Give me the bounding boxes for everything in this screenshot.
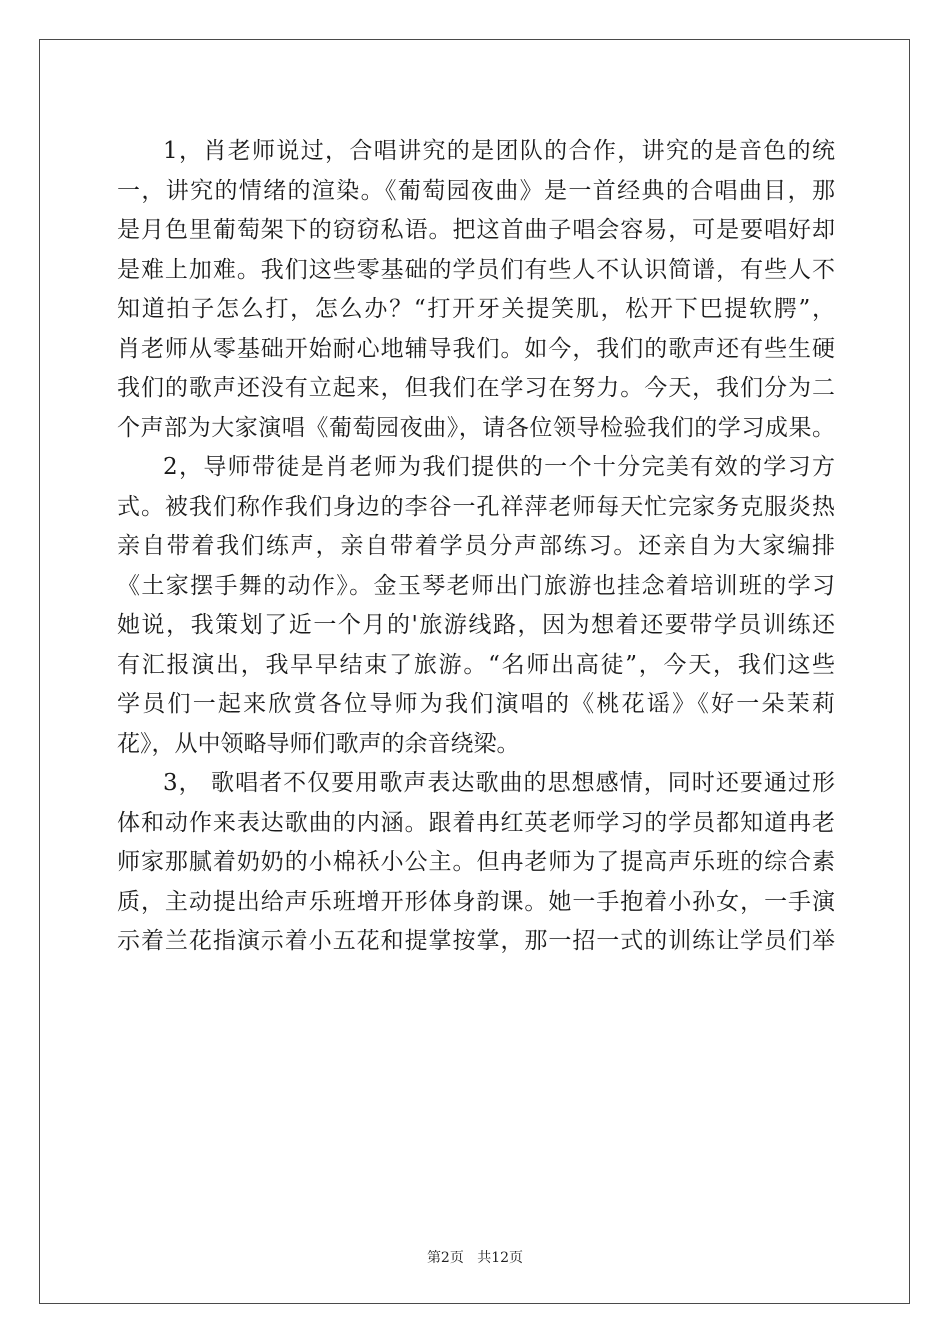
paragraph-1-line-6: 肖老师从零基础开始耐心地辅导我们。如今，我们的歌声还有些生硬 [117,335,835,362]
page-footer [0,1247,950,1267]
paragraph-2-line-1: 2，导师带徒是肖老师为我们提供的一个十分完美有效的学习方 [163,454,835,480]
paragraph-3-line-5: 示着兰花指演示着小五花和提掌按掌，那一招一式的训练让学员们举 [117,928,835,954]
paragraph-1-line-2: 一，讲究的情绪的渲染。《葡萄园夜曲》是一首经典的合唱曲目，那 [117,177,835,204]
paragraph-2-line-3: 亲自带着我们练声，亲自带着学员分声部练习。还亲自为大家编排 [117,533,835,559]
paragraph-2-line-2: 式。被我们称作我们身边的李谷一孔祥萍老师每天忙完家务克服炎热 [117,493,835,520]
paragraph-2-line-6: 有汇报演出，我早早结束了旅游。“名师出高徒”，今天，我们这些 [117,651,835,678]
paragraph-3-line-4: 质，主动提出给声乐班增开形体身韵课。她一手抱着小孙女，一手演 [117,888,835,915]
paragraph-1-line-8: 个声部为大家演唱《葡萄园夜曲》，请各位领导检验我们的学习成果。 [117,414,835,441]
page-total: 共12页 [477,1250,524,1266]
paragraph-2-line-8: 花》，从中领略导师们歌声的余音绕梁。 [117,730,520,757]
paragraph-1-line-1: 1，肖老师说过，合唱讲究的是团队的合作，讲究的是音色的统 [163,138,835,164]
page-number: 第2页 [426,1250,464,1266]
paragraph-2-line-7: 学员们一起来欣赏各位导师为我们演唱的《桃花谣》《好一朵茉莉 [117,691,835,717]
paragraph-1-line-4: 是难上加难。我们这些零基础的学员们有些人不认识简谱，有些人不 [117,256,835,283]
paragraph-3-line-3: 师家那腻着奶奶的小棉袄小公主。但冉老师为了提高声乐班的综合素 [117,849,835,875]
paragraph-3-line-1: 3， 歌唱者不仅要用歌声表达歌曲的思想感情，同时还要通过形 [163,770,835,796]
paragraph-1-line-3: 是月色里葡萄架下的窃窃私语。把这首曲子唱会容易，可是要唱好却 [117,217,835,243]
paragraph-2-line-5: 她说，我策划了近一个月的'旅游线路，因为想着还要带学员训练还 [117,612,835,638]
paragraph-1-line-5: 知道拍子怎么打，怎么办？“打开牙关提笑肌，松开下巴提软腭”， [117,296,835,322]
document-body [117,132,835,962]
paragraph-1-line-7: 我们的歌声还没有立起来，但我们在学习在努力。今天，我们分为二 [117,375,835,401]
paragraph-2-line-4: 《土家摆手舞的动作》。金玉琴老师出门旅游也挂念着培训班的学习 [117,572,835,599]
paragraph-3-line-2: 体和动作来表达歌曲的内涵。跟着冉红英老师学习的学员都知道冉老 [117,809,835,836]
